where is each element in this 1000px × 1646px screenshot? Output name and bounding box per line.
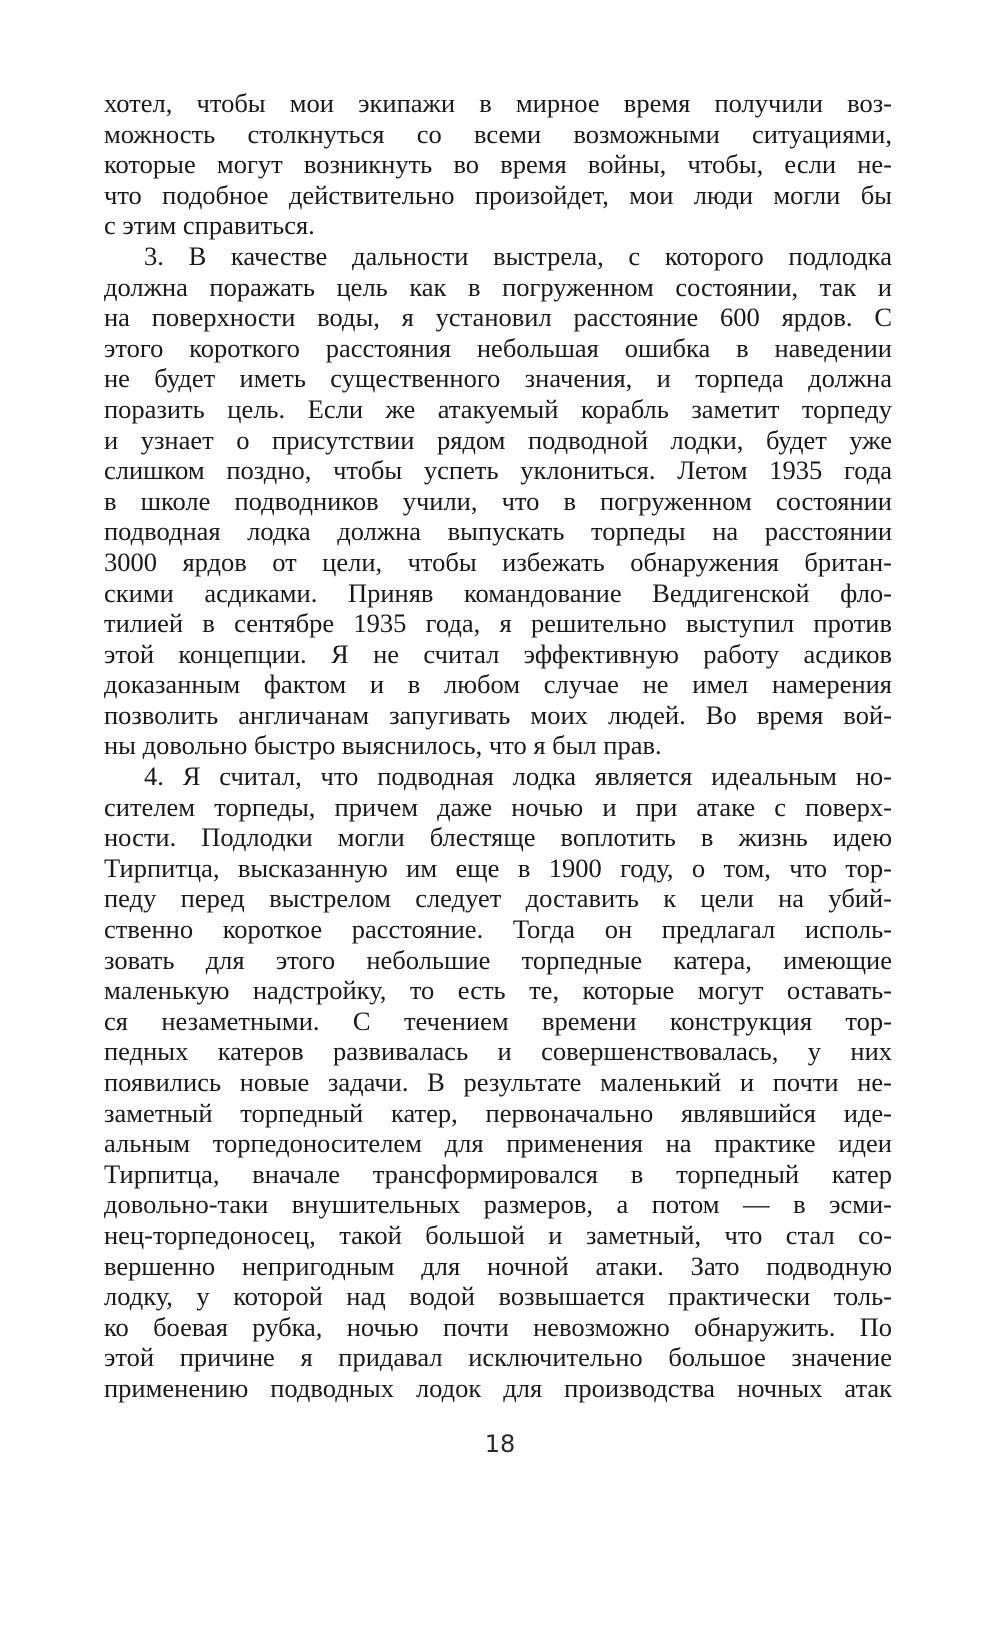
page-number: 18 <box>484 1430 516 1458</box>
text-line: доказанным фактом и в любом случае не имел намерения <box>104 669 892 700</box>
text-line: альным торпедоносителем для применения на практике идеи <box>104 1128 892 1159</box>
text-line: ны довольно быстро выяснилось, что я был прав. <box>104 730 662 761</box>
text-line: подводная лодка должна выпускать торпеды на расстоянии <box>104 516 892 547</box>
text-line: скими асдиками. Приняв командование Веддигенской фло- <box>104 577 892 608</box>
text-line: Тирпитца, высказанную им еще в 1900 году, о том, что тор- <box>104 852 892 883</box>
text-line: с этим справиться. <box>104 210 315 241</box>
page-body <box>104 88 892 1404</box>
text-line: заметный торпедный катер, первоначально являвшийся иде- <box>104 1097 892 1128</box>
text-line: которые могут возникнуть во время войны, чтобы, если не- <box>104 149 892 180</box>
text-line: поразить цель. Если же атакуемый корабль заметит торпеду <box>104 393 892 424</box>
text-line: этой концепции. Я не считал эффективную работу асдиков <box>104 638 892 669</box>
text-line: в школе подводников учили, что в погруженном состоянии <box>104 485 892 516</box>
text-line: 4. Я считал, что подводная лодка является идеальным но- <box>144 761 892 792</box>
text-line: не будет иметь существенного значения, и торпеда должна <box>104 363 892 394</box>
text-line: педу перед выстрелом следует доставить к цели на убий- <box>104 883 892 914</box>
text-line: лодку, у которой над водой возвышается практически толь- <box>104 1281 892 1312</box>
text-line: сителем торпеды, причем даже ночью и при атаке с поверх- <box>104 791 892 822</box>
paragraph-3 <box>104 761 892 1403</box>
text-line: ко боевая рубка, ночью почти невозможно обнаружить. По <box>104 1311 892 1342</box>
text-line: и узнает о присутствии рядом подводной лодки, будет уже <box>104 424 892 455</box>
text-line: слишком поздно, чтобы успеть уклониться. Летом 1935 года <box>104 455 892 486</box>
text-line: позволить англичанам запугивать моих людей. Во время вой- <box>104 699 892 730</box>
text-line: на поверхности воды, я установил расстояние 600 ярдов. С <box>104 302 892 333</box>
text-line: 3000 ярдов от цели, чтобы избежать обнаружения британ- <box>104 546 892 577</box>
text-line: довольно-таки внушительных размеров, а потом — в эсми- <box>104 1189 892 1220</box>
text-line: ности. Подлодки могли блестяще воплотить в жизнь идею <box>104 822 892 853</box>
text-line: что подобное действительно произойдет, мои люди могли бы <box>104 179 892 210</box>
text-line: можность столкнуться со всеми возможными ситуациями, <box>104 118 892 149</box>
paragraph-2 <box>104 241 892 761</box>
text-line: ственно короткое расстояние. Тогда он предлагал исполь- <box>104 914 892 945</box>
text-line: появились новые задачи. В результате маленький и почти не- <box>104 1067 892 1097</box>
paragraph-1 <box>104 88 892 241</box>
text-line: зовать для этого небольшие торпедные катера, имеющие <box>104 944 892 975</box>
text-line: тилией в сентябре 1935 года, я решительно выступил против <box>104 608 892 639</box>
text-line: должна поражать цель как в погруженном состоянии, так и <box>104 271 892 302</box>
text-line: маленькую надстройку, то есть те, которые могут оставать- <box>104 975 892 1006</box>
text-line: вершенно непригодным для ночной атаки. Зато подводную <box>104 1250 892 1281</box>
text-line: педных катеров развивалась и совершенствовалась, у них <box>104 1036 892 1067</box>
text-line: Тирпитца, вначале трансформировался в торпедный катер <box>104 1158 892 1189</box>
text-line: ся незаметными. С течением времени конструкция тор- <box>104 1005 892 1036</box>
text-line: нец-торпедоносец, такой большой и заметный, что стал со- <box>104 1219 892 1250</box>
text-line: применению подводных лодок для производства ночных атак <box>104 1372 892 1403</box>
text-line: 3. В качестве дальности выстрела, с которого подлодка <box>144 240 892 271</box>
text-line: этой причине я придавал исключительно большое значение <box>104 1342 892 1373</box>
text-line: хотел, чтобы мои экипажи в мирное время получили воз- <box>104 88 892 118</box>
text-line: этого короткого расстояния небольшая ошибка в наведении <box>104 332 892 363</box>
